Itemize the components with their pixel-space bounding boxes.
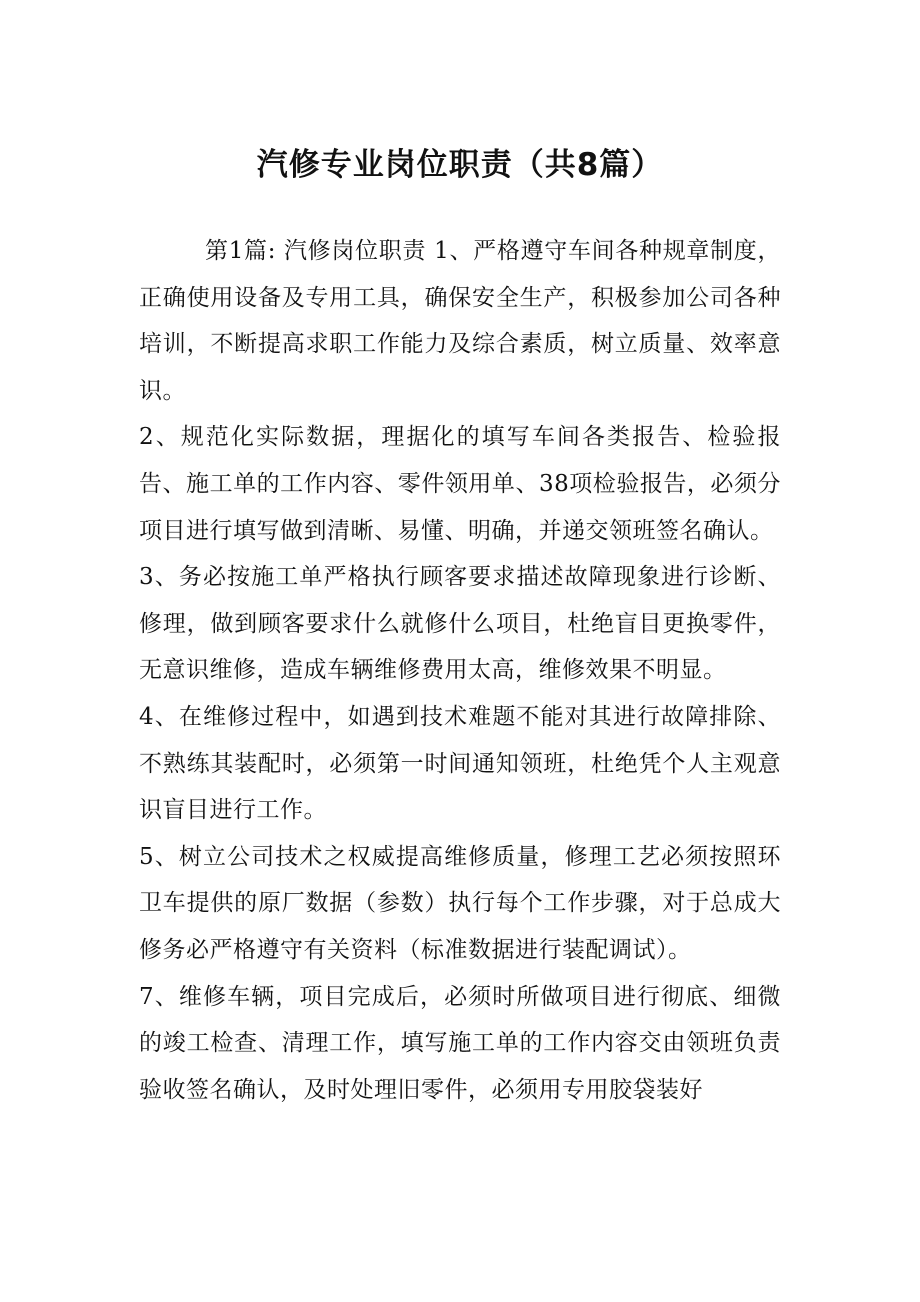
document-body xyxy=(139,228,781,1113)
paragraph-4: 4、在维修过程中，如遇到技术难题不能对其进行故障排除、不熟练其装配时，必须第一时间通知领班，杜绝凭个人主观意识盲目进行工作。 xyxy=(139,703,781,824)
document-title: 汽修专业岗位职责（共8篇） xyxy=(256,147,664,183)
paragraph-3: 3、务必按施工单严格执行顾客要求描述故障现象进行诊断、修理，做到顾客要求什么就修什么项目，杜绝盲目更换零件，无意识维修，造成车辆维修费用太高，维修效果不明显。 xyxy=(139,564,781,684)
paragraph-2: 2、规范化实际数据，理据化的填写车间各类报告、检验报告、施工单的工作内容、零件领用单、38项检验报告，必须分项目进行填写做到清晰、易懂、明确，并递交领班签名确认。 xyxy=(139,424,781,544)
paragraph-5: 5、树立公司技术之权威提高维修质量，修理工艺必须按照环卫车提供的原厂数据（参数）执行每个工作步骤，对于总成大修务必严格遵守有关资料（标准数据进行装配调试）。 xyxy=(139,843,781,963)
paragraph-1: 第1篇: 汽修岗位职责 1、严格遵守车间各种规章制度，正确使用设备及专用工具，确保安全生产，积极参加公司各种培训，不断提高求职工作能力及综合素质，树立质量、效率意识。 xyxy=(139,238,781,404)
paragraph-7: 7、维修车辆，项目完成后，必须时所做项目进行彻底、细微的竣工检查、清理工作，填写施工单的工作内容交由领班负责验收签名确认，及时处理旧零件，必须用专用胶袋装好 xyxy=(139,983,781,1103)
